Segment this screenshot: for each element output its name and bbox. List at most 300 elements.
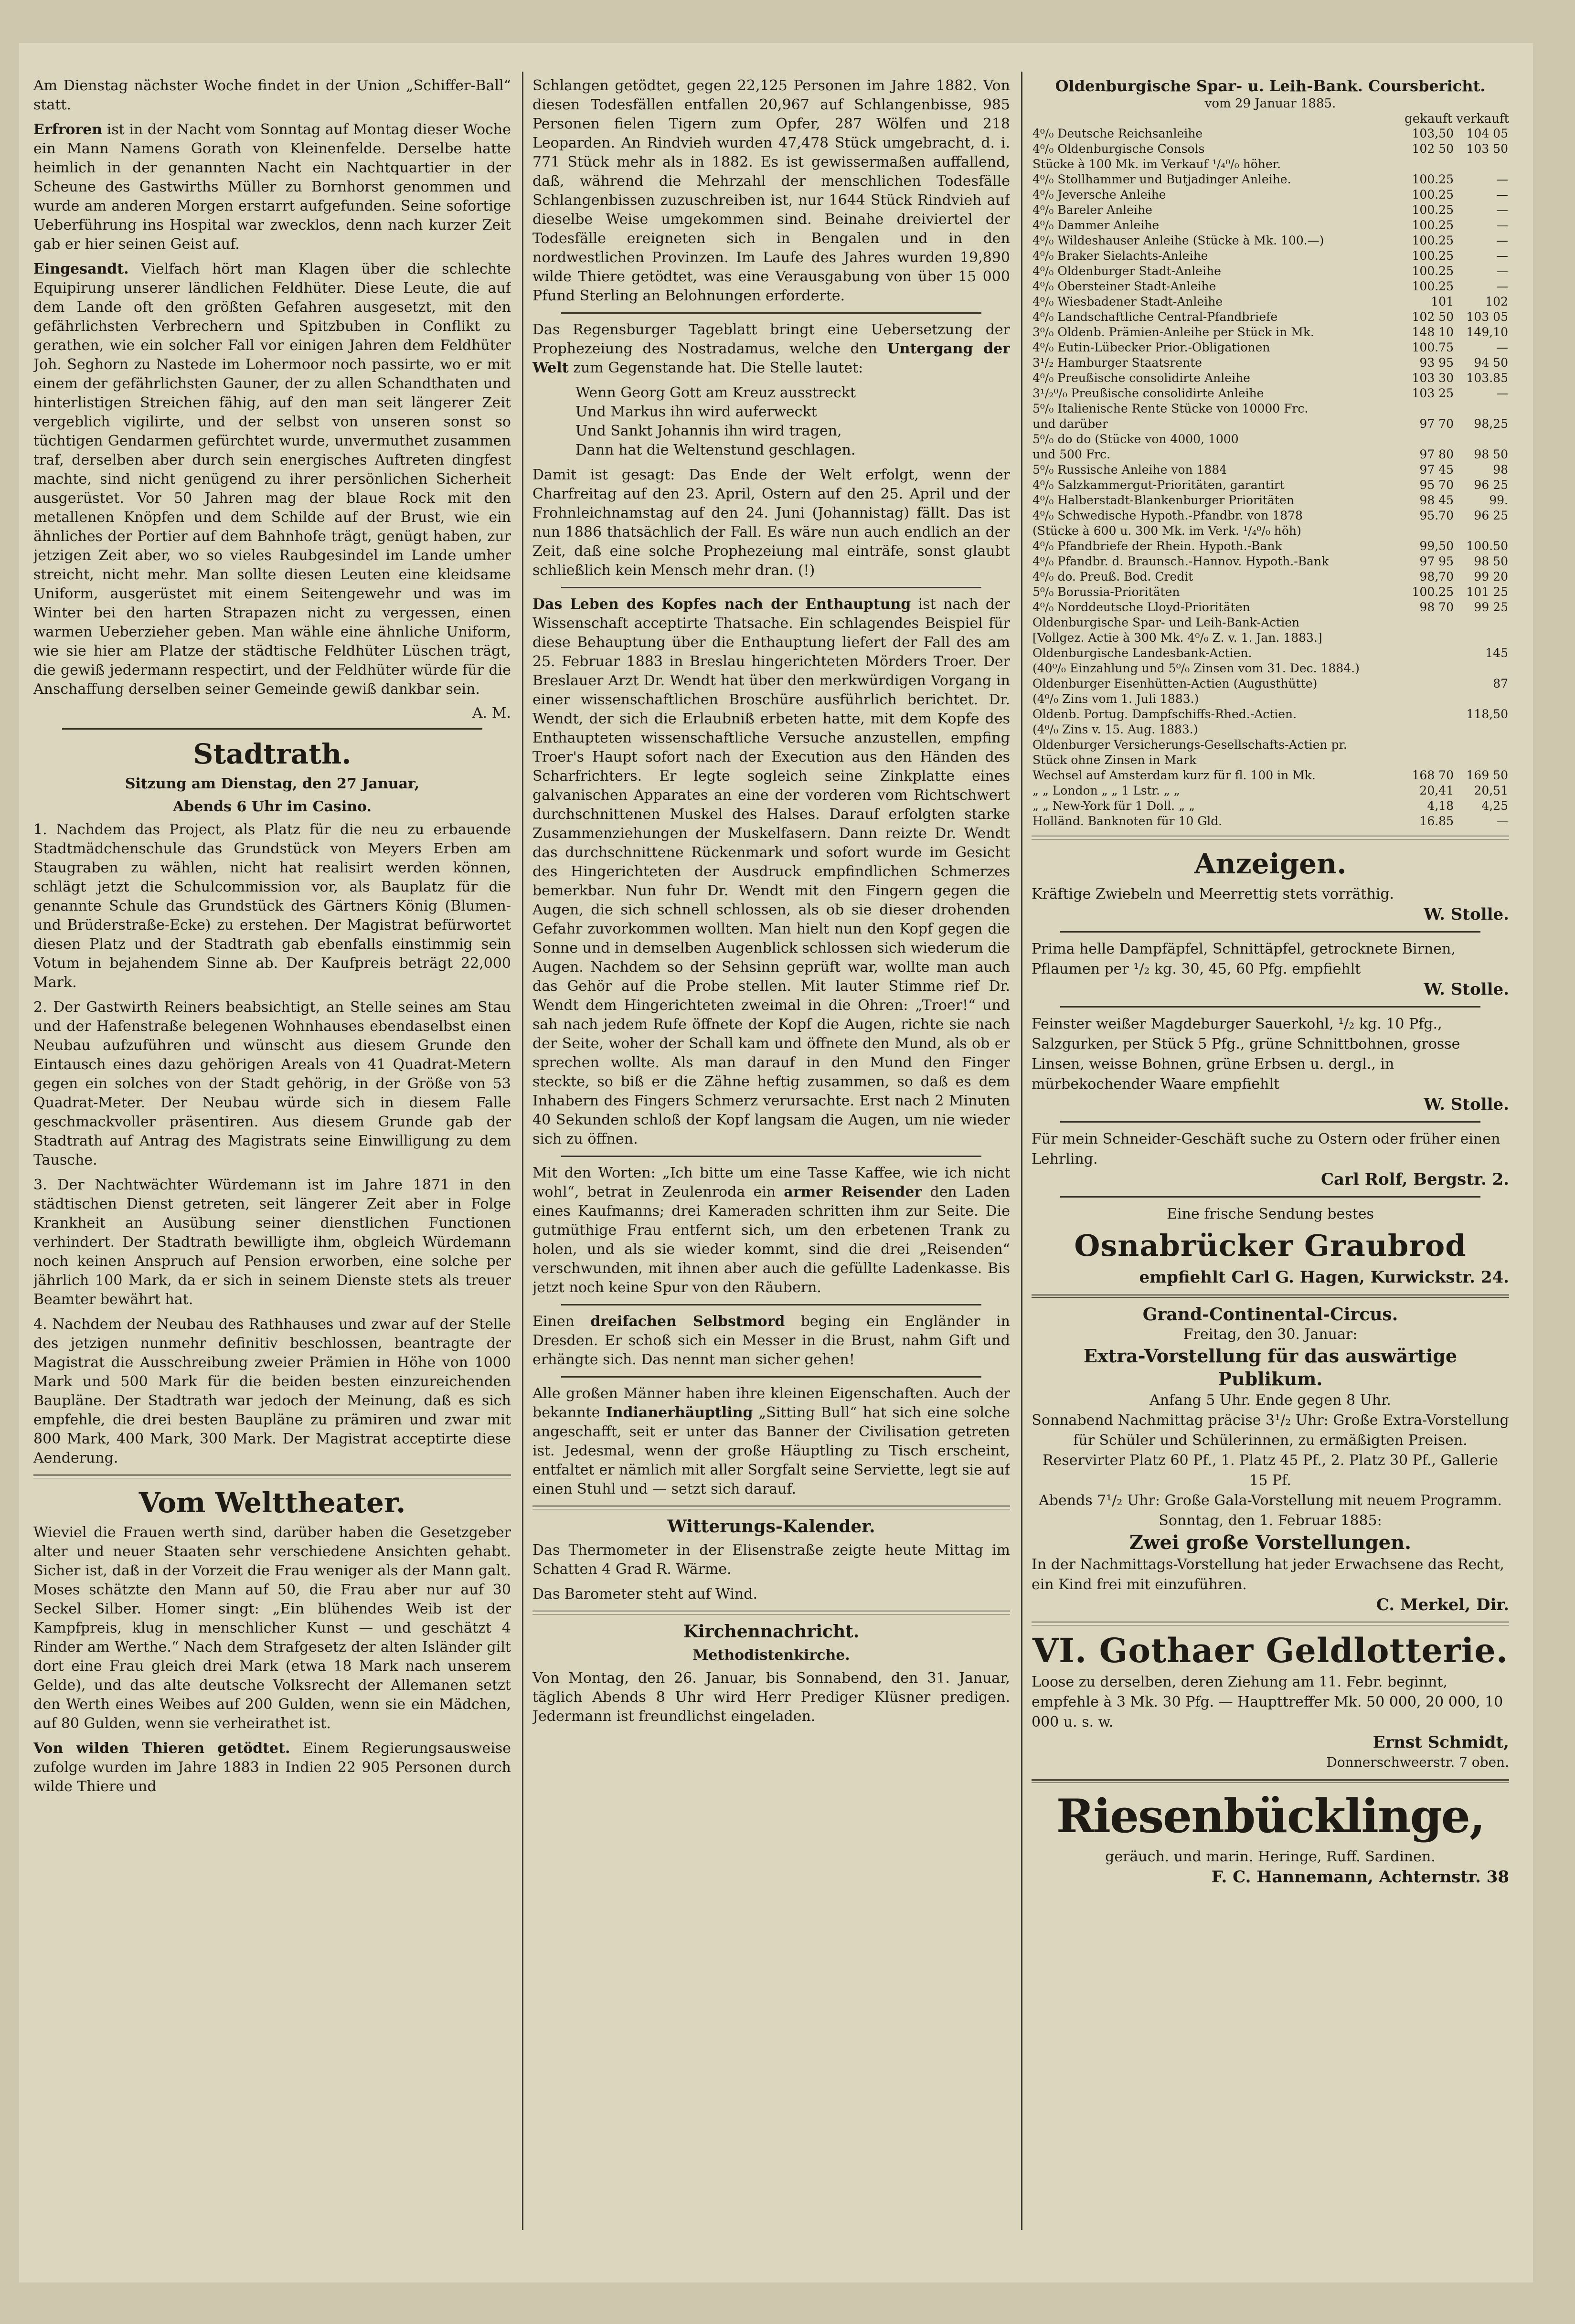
price-sold: 87 [1493,677,1508,690]
security-name: 5⁰/₀ do do (Stücke von 4000, 1000 [1032,432,1239,446]
ad-text: Prima helle Dampfäpfel, Schnittäpfel, getrocknete Birnen, Pflaumen per ¹/₂ kg. 30, 45, 60 Pfg. empfiehlt [1032,941,1456,977]
stadtrath-item-1: 1. Nachdem das Project, als Platz für die neu zu erbauende Stadtmädchenschule das Grundstück von Meyers Erben am Staugraben zu wählen, nicht hat realisirt werden können, schlägt jetzt die Schulcommission vor, als Bauplatz für die genannte Schule das Grundstück des Gärtners König (Blumen- und Brüderstraße-Ecke) zu erstehen. Der Magistrat befürwortet diesen Platz und der Stadtrath gab ebenfalls einstimmig sein Votum in bejahendem Sinne ab. Der Kaufpreis beträgt 22,000 Mark. [33,821,511,991]
section-title-anzeigen: Anzeigen. [1194,848,1347,880]
coursbericht-row [1032,615,1509,630]
price-bought [1400,401,1455,416]
price-sold: — [1496,249,1508,263]
article-body: den Laden eines Kaufmanns; drei Kameraden schritten ihm zur Seite. Die gutmüthige Frau entfernt sich, um den erbetenen Trank zu holen, und als sie wieder kommt, sind die drei „Reisenden“ verschwunden, mit ihnen aber auch die gefüllte Ladenkasse. Bis jetzt noch keine Spur von den Räubern. [532,1184,1010,1296]
security-name: 3⁰/₀ Oldenb. Prämien-Anleihe per Stück in Mk. [1032,325,1314,339]
coursbericht-row [1032,279,1509,294]
security-name: (Stücke à 600 u. 300 Mk. im Verk. ¹/₄⁰/₀ höh) [1032,524,1301,538]
price-bought: 98,70 [1419,570,1454,584]
price-bought [1400,737,1455,753]
article-lead: dreifachen Selbstmord [590,1313,785,1330]
price-bought [1400,661,1455,676]
article-regensburger [532,320,1010,378]
divider [561,587,981,588]
ad-text: Sonnabend Nachmittag präcise 3¹/₂ Uhr: Große Extra-Vorstellung für Schüler und Schülerinnen, zu ermäßigten Preisen. [1032,1412,1509,1449]
security-name: 4⁰/₀ Oldenburgische Consols [1032,142,1205,156]
price-bought: 99,50 [1419,539,1454,553]
security-name: 4⁰/₀ Oldenburger Stadt-Anleihe [1032,264,1221,278]
divider [561,1376,981,1378]
price-sold [1455,615,1509,630]
article-frauen: Wieviel die Frauen werth sind, darüber haben die Gesetzgeber alter und neuer Staaten sehr verschiedene Ansichten gehabt. Sicher ist, daß in der Vorzeit die Frau weniger als der Mann galt. Moses schätzte den Mann auf 50, die Frau aber nur auf 30 Seckel Silber. Homer singt: „Ein blühendes Weib ist der Kampfpreis, klug in menschlicher Kunst — und geschätzt 4 Rinder am Werthe.“ Nach dem Strafgesetz der alten Isländer gilt dort eine Frau gleich drei Mark (etwa 18 Mark nach unserem Gelde), und das alte deutsche Volksrecht der Allemanen setzt den Werth eines Weibes auf 200 Gulden, wenn sie ein Mädchen, auf 80 Gulden, wenn sie verheirathet ist. [33,1524,511,1732]
price-bought: 100.25 [1412,249,1454,263]
coursbericht-row [1032,478,1509,493]
coursbericht-row [1032,264,1509,279]
price-sold: 104 05 [1466,127,1508,140]
ad-headline: VI. Gothaer Geldlotterie. [1032,1631,1509,1670]
price-sold [1455,753,1509,768]
ad-advertiser: empfiehlt Carl G. Hagen, Kurwickstr. 24. [1139,1268,1509,1287]
article-eingesandt [33,260,511,699]
article-lead: Das Leben des Kopfes nach der Enthauptung [532,596,911,613]
security-name: Oldenburgische Landesbank-Actien. [1032,646,1252,660]
price-sold: — [1496,233,1508,247]
price-bought: 95.70 [1419,509,1454,522]
price-sold: 118,50 [1466,707,1508,721]
coursbericht-row [1032,691,1509,707]
security-name: (4⁰/₀ Zins v. 15. Aug. 1883.) [1032,722,1198,736]
price-sold: 169 50 [1466,768,1508,782]
article-lead: Untergang der Welt [532,340,1010,376]
security-name: 4⁰/₀ Schwedische Hypoth.-Pfandbr. von 1878 [1032,509,1303,522]
coursbericht-row [1032,340,1509,355]
ad-text: Anfang 5 Uhr. Ende gegen 8 Uhr. [1149,1392,1391,1409]
stadtrath-item-4: 4. Nachdem der Neubau des Rathhauses und zwar auf der Stelle des jetzigen nunmehr definitiv beschlossen, beantragte der Magistrat die Ausschreibung zweier Prämien in Höhe von 1000 Mark und 500 Mark für die beiden besten einzureichenden Baupläne. Der Stadtrath war jedoch der Meinung, daß es sich empfehle, die drei besten Baupläne zu prämiren und zwar mit 800 Mark, 400 Mark, 300 Mark. Der Magistrat acceptirte diese Aenderung. [33,1316,511,1466]
security-name: 4⁰/₀ Bareler Anleihe [1032,203,1152,217]
coursbericht-row [1032,141,1509,157]
section-subtitle: Methodistenkirche. [692,1647,850,1664]
price-bought [1400,432,1455,447]
security-name: 5⁰/₀ Italienische Rente Stücke von 10000 Frc. [1032,402,1309,415]
coursbericht-rows [1032,126,1509,829]
price-bought: 100.25 [1412,218,1454,232]
price-sold: 96 25 [1474,509,1508,522]
ad-geldlotterie [1032,1632,1509,1772]
coursbericht-row [1032,539,1509,554]
security-name: 4⁰/₀ Dammer Anleihe [1032,218,1160,232]
column-middle [532,76,1010,2244]
security-name: 4⁰/₀ Stollhammer und Butjadinger Anleihe. [1032,172,1291,186]
price-sold: 145 [1485,646,1508,660]
poem-line: Und Markus ihn wird auferweckt [575,403,817,420]
article-indianer [532,1384,1010,1499]
coursbericht-row [1032,630,1509,646]
price-bought [1400,523,1455,539]
price-bought: 100.25 [1412,203,1454,217]
coursbericht-row [1032,753,1509,768]
price-bought: 148 10 [1412,325,1454,339]
article-body: Einem Regierungsausweise zufolge wurden im Jahre 1883 in Indien 22 905 Personen durch wilde Thiere und [33,1740,511,1795]
witterung-thermometer: Das Thermometer in der Elisenstraße zeigte heute Mittag im Schatten 4 Grad R. Wärme. [532,1542,1010,1578]
price-sold: 98,25 [1474,417,1508,431]
price-sold: 102 [1485,295,1508,308]
divider [62,728,482,730]
ad-advertiser: F. C. Hannemann, Achternstr. 38 [1211,1868,1509,1887]
article-schifferball: Am Dienstag nächster Woche findet in der Union „Schiffer-Ball“ statt. [33,77,511,113]
coursbericht-row [1032,233,1509,248]
ad-zwiebeln [1032,884,1509,924]
ad-text: Sonntag, den 1. Februar 1885: [1159,1512,1382,1529]
coursbericht-row [1032,523,1509,539]
security-name: Oldenburgische Spar- und Leih-Bank-Actien [1032,615,1300,629]
price-bought: 103 25 [1412,386,1454,400]
divider [532,1506,1010,1509]
price-bought: 100.25 [1412,585,1454,599]
price-sold: 101 25 [1466,585,1508,599]
price-sold [1455,523,1509,539]
security-name: 4⁰/₀ do. Preuß. Bod. Credit [1032,570,1193,584]
coursbericht-row [1032,676,1509,691]
article-reisender [532,1164,1010,1297]
price-bought: 100.25 [1412,188,1454,202]
coursbericht-row [1032,447,1509,462]
section-subtitle: Sitzung am Dienstag, den 27 Januar, [125,775,420,792]
price-sold [1455,661,1509,676]
security-name: und darüber [1032,417,1108,431]
price-sold [1455,401,1509,416]
security-name: [Vollgez. Actie à 300 Mk. 4⁰/₀ Z. v. 1. Jan. 1883.] [1032,631,1322,645]
coursbericht-row [1032,172,1509,187]
article-body: Alle großen Männer haben ihre kleinen Eigenschaften. Auch der bekannte [532,1385,1010,1421]
security-name: 3¹/₂⁰/₀ Preußische consolidirte Anleihe [1032,386,1264,400]
coursbericht-row [1032,202,1509,218]
price-bought [1400,615,1455,630]
price-sold: — [1496,218,1508,232]
coursbericht-row [1032,157,1509,172]
price-sold: 4,25 [1481,799,1508,813]
divider [1032,1779,1509,1783]
article-body: Einen [532,1313,575,1330]
coursbericht-row [1032,248,1509,264]
poem-line: Und Sankt Johannis ihn wird tragen, [575,423,842,439]
prophecy-poem [575,383,1010,460]
coursbericht-row [1032,309,1509,325]
divider [1060,1006,1480,1008]
price-sold [1455,737,1509,753]
ad-headline: Grand-Continental-Circus. [1142,1305,1398,1325]
security-name: 4⁰/₀ Braker Sielachts-Anleihe [1032,249,1208,263]
price-bought: 97 95 [1419,554,1454,568]
ad-circus [1032,1305,1509,1615]
article-body: Mit den Worten: „Ich bitte um eine Tasse Kaffee, wie ich nicht wohl“, betrat in Zeulenroda ein [532,1165,1010,1200]
section-title-witterung: Witterungs-Kalender. [667,1517,875,1537]
coursbericht-row [1032,493,1509,508]
article-selbstmord [532,1312,1010,1369]
ad-riesenbuecklinge [1032,1790,1509,1887]
price-sold: 96 25 [1474,478,1508,492]
price-bought [1400,646,1455,661]
coursbericht-row [1032,600,1509,615]
security-name: Oldenburger Eisenhütten-Actien (Augusthütte) [1032,677,1318,690]
article-body: Das Regensburger Tageblatt bringt eine Uebersetzung der Prophezeiung des Nostradamus, welche den [532,321,1010,357]
price-sold: 149,10 [1466,325,1508,339]
price-sold: — [1496,386,1508,400]
security-name: (40⁰/₀ Einzahlung und 5⁰/₀ Zinsen vom 31. Dec. 1884.) [1032,661,1360,675]
price-bought [1400,676,1455,691]
price-bought: 97 80 [1419,447,1454,461]
ad-text: Kräftige Zwiebeln und Meerrettig stets vorräthig. [1032,886,1394,902]
security-name: 4⁰/₀ Pfandbr. d. Braunsch.-Hannov. Hypoth.-Bank [1032,554,1329,568]
price-bought: 102 50 [1412,310,1454,324]
price-bought: 98 45 [1419,493,1454,507]
signature: A. M. [472,705,511,722]
coursbericht-row [1032,508,1509,523]
article-body: Vielfach hört man Klagen über die schlechte Equipirung unserer ländlichen Feldhüter. Diese Leute, die auf dem Lande oft den größten Gefahren ausgesetzt, mit den gefährlichsten Verbrechern und Spitzbuben in Conflikt zu gerathen, wie ein solcher Fall vor einigen Jahren dem Feldhüter Joh. Seghorn zu Nastede im Lohermoor noch passirte, wo er mit einem der gefährlichsten Gauner, der zu allen Schandthaten und hinterlistigen Streichen fähig, auf den man seit längerer Zeit vergeblich vigilirte, und der selbst von unseren sonst so tüchtigen Gendarmen gefürchtet wurde, unvermuthet zusammen traf, derselben aber durch sein energisches Auftreten dingfest machte, sind nicht genügend zu ihrer persönlichen Sicherheit ausgerüstet. Vor 50 Jahren mag der blaue Rock mit den metallenen Knöpfen und dem Schilde auf der Brust, wie ein ähnliches der Portier auf dem Bahnhofe trägt, genügt haben, zur jetzigen Zeit aber, wo so vieles Raubgesindel im Lande umher streicht, nicht mehr. Man sollte diesen Leuten eine kleidsame Uniform, ausgerüstet mit einem Seitengewehr und was im Winter bei den harten Strapazen nicht zu vergessen, einen warmen Ueberzieher geben. Man wähle eine ähnliche Uniform, wie sie hier am Platze der städtische Feldhüter Lüschen trägt, die gewiß jedermann respectirt, und der Feldhüter würde für die Anschaffung derselben seiner Gemeinde gewiß dankbar sein. [33,261,511,698]
security-name: 4⁰/₀ Obersteiner Stadt-Anleihe [1032,279,1216,293]
coursbericht-row [1032,416,1509,432]
security-name: 4⁰/₀ Eutin-Lübecker Prior.-Obligationen [1032,340,1270,354]
price-bought: 168 70 [1412,768,1454,782]
ad-lehrling [1032,1129,1509,1189]
price-sold: — [1496,172,1508,186]
price-bought: 93 95 [1419,356,1454,370]
ad-advertiser: Carl Rolf, Bergstr. 2. [1320,1170,1509,1189]
article-continued: Schlangen getödtet, gegen 22,125 Personen im Jahre 1882. Von diesen Todesfällen entfallen 20,967 auf Schlangenbisse, 985 Personen fielen Tigern zum Opfer, 287 Wölfen und 218 Leoparden. An Rindvieh wurden 47,478 Stück umgebracht, d. i. 771 Stück mehr als in 1882. Es ist gewissermaßen auffallend, daß, während die Mehrzahl der menschlichen Todesfälle Schlangenbissen zuzuschreiben ist, nur 1644 Stück Rindvieh auf dieselbe Weise umgekommen sind. Beinahe dreiviertel der Todesfälle ereigneten sich in Bengalen und in den nordwestlichen Provinzen. Im Laufe des Jahres wurden 19,890 wilde Thiere getödtet, was eine Verausgabung von über 15 000 Pfund Sterling an Belohnungen erforderte. [532,77,1010,304]
article-body: „Sitting Bull“ hat sich eine solche angeschafft, seit er unter das Banner der Civilisation getreten ist. Jedesmal, wenn der große Häuptling zu Tisch erscheint, entfaltet er nämlich mit aller Sorgfalt seine Serviette, legt sie auf einen Stuhl und — setzt sich darauf. [532,1404,1010,1497]
coursbericht-row [1032,707,1509,722]
article-erfroren [33,120,511,254]
divider [532,1611,1010,1614]
ad-text: Reservirter Platz 60 Pf., 1. Platz 45 Pf., 2. Platz 30 Pf., Gallerie 15 Pf. [1042,1452,1498,1489]
price-bought: 95 70 [1419,478,1454,492]
security-name: Holländ. Banknoten für 10 Gld. [1032,814,1223,828]
coursbericht-row [1032,218,1509,233]
price-bought: 97 70 [1419,417,1454,431]
ad-text: Abends 7¹/₂ Uhr: Große Gala-Vorstellung mit neuem Programm. [1039,1492,1502,1509]
poem-line: Dann hat die Weltenstund geschlagen. [575,442,856,458]
price-bought [1400,707,1455,722]
coursbericht-row [1032,432,1509,447]
price-sold: 103 50 [1466,142,1508,156]
coursbericht-row [1032,355,1509,371]
price-sold: 98 50 [1474,447,1508,461]
ad-text: geräuch. und marin. Heringe, Ruff. Sardinen. [1105,1848,1436,1865]
coursbericht-row [1032,462,1509,478]
security-name: 4⁰/₀ Wildeshauser Anleihe (Stücke à Mk. 100.—) [1032,233,1324,247]
price-bought: 16.85 [1419,814,1454,828]
column-rule [522,72,523,2230]
stadtrath-item-2: 2. Der Gastwirth Reiners beabsichtigt, an Stelle seines am Stau und der Hafenstraße belegenen Wohnhauses ebendaselbst einen Neubau aufzuführen und wünscht aus diesem Grunde den Eintausch eines dazu gehörigen Areals von 41 Quadrat-Metern gegen ein solches von der Stadt gehörig, in der Größe von 53 Quadrat-Meter. Der Neubau würde sich in diesem Falle geschmackvoller präsentiren. Aus diesem Grunde gab der Stadtrath auf Antrag des Magistrats seine Einwilligung zu dem Tausche. [33,999,511,1168]
coursbericht-row [1032,294,1509,309]
article-body: zum Gegenstande hat. Die Stelle lautet: [573,360,863,376]
price-bought [1400,157,1455,172]
price-bought [1400,630,1455,646]
price-sold [1455,157,1509,172]
ad-text: Eine frische Sendung bestes [1167,1206,1374,1222]
price-sold: 98 50 [1474,554,1508,568]
security-name: 4⁰/₀ Jeversche Anleihe [1032,188,1166,202]
price-sold: — [1496,814,1508,828]
ad-text: Für mein Schneider-Geschäft suche zu Ostern oder früher einen Lehrling. [1032,1131,1501,1167]
coursbericht-row [1032,737,1509,753]
security-name: 5⁰/₀ Russische Anleihe von 1884 [1032,463,1227,477]
price-bought: 103,50 [1412,127,1454,140]
divider [561,1304,981,1305]
price-bought: 100.25 [1412,172,1454,186]
article-body: ist nach der Wissenschaft acceptirte Thatsache. Ein schlagendes Beispiel für diese Behauptung über die Enthauptung liefert der Fall des am 25. Februar 1883 in Breslau hingerichteten Mörders Troer. Der Breslauer Arzt Dr. Wendt hat über den merkwürdigen Vorgang in einer wissenschaftlichen Broschüre ausführlich berichtet. Dr. Wendt, der sich die Erlaubniß erbeten hatte, mit dem Kopfe des Enthaupteten wissenschaftliche Versuche anzustellen, empfing Troer's Haupt sofort nach der Execution aus den Händen des Scharfrichters. Er legte sogleich seine Zinkplatte eines galvanischen Apparates an eine der vorderen vom Richtschwert durchschnittenen Muskel des Halses. Darauf erfolgten starke Zusammenziehungen der Muskelfasern. Dann reizte Dr. Wendt das durchschnittene Rückenmark und sofort wurde im Gesicht des Hingerichteten der Ausdruck empfindlichen Schmerzes bemerkbar. Nun fuhr Dr. Wendt mit den Fingern gegen die Augen, die sich schnell schlossen, als ob sie dieser drohenden Gefahr zuvorkommen wollten. Man hielt nun den Kopf gegen die Sonne und in demselben Augenblick schlossen sich wiederum die Augen. Nachdem so der Sehsinn geprüft war, wollte man auch das Gehör auf die Probe stellen. Mit lauter Stimme rief Dr. Wendt dem Hingerichteten zweimal in die Ohren: „Troer!“ und sah nach jedem Rufe öffnete der Kopf die Augen, richte sie nach der Seite, woher der Schall kam und öffnete den Mund, als ob er sprechen wollte. Als man darauf in den Mund den Finger steckte, so biß er die Zähne heftig zusammen, so daß es dem Inhabern des Fingers Schmerz verursachte. Erst nach 2 Minuten 40 Sekunden schloß der Kopf langsam die Augen, um nie wieder sich zu öffnen. [532,596,1010,1147]
price-bought: 97 45 [1419,463,1454,477]
newspaper-page [19,43,1533,2282]
coursbericht-row [1032,554,1509,569]
price-sold [1455,691,1509,707]
coursbericht-table [1032,126,1509,829]
security-name: und 500 Frc. [1032,447,1111,461]
article-lead: Indianerhäuptling [606,1404,753,1421]
article-lead: armer Reisender [784,1184,922,1200]
price-sold: — [1496,188,1508,202]
coursbericht-row [1032,768,1509,783]
article-lead: Von wilden Thieren getödtet. [33,1740,290,1757]
price-sold: 103.85 [1466,371,1508,385]
price-bought [1400,722,1455,737]
section-title-kirchennachricht: Kirchennachricht. [683,1622,860,1642]
ad-advertiser: W. Stolle. [1424,905,1509,924]
price-bought [1400,753,1455,768]
security-name: Stück ohne Zinsen in Mark [1032,753,1197,767]
coursbericht-row [1032,386,1509,401]
ad-text: Feinster weißer Magdeburger Sauerkohl, ¹/₂ kg. 10 Pfg., Salzgurken, per Stück 5 Pfg., grüne Schnittbohnen, grosse Linsen, weisse Bohnen, grüne Erbsen u. dergl., in mürbekochender Waare empfiehlt [1032,1016,1460,1093]
column-right [1032,76,1509,2244]
coursbericht-date: vom 29 Januar 1885. [1204,96,1336,111]
security-name: 5⁰/₀ Borussia-Prioritäten [1032,585,1180,599]
security-name: 4⁰/₀ Deutsche Reichsanleihe [1032,127,1203,140]
ad-dampfaepfel [1032,939,1509,999]
coursbericht-row [1032,814,1509,829]
witterung-barometer: Das Barometer steht auf Wind. [532,1586,758,1602]
article-lead: Erfroren [33,121,103,138]
security-name: 4⁰/₀ Halberstadt-Blankenburger Prioritäten [1032,493,1294,507]
price-sold: 99 25 [1474,600,1508,614]
ad-advertiser: W. Stolle. [1424,1095,1509,1114]
divider [561,1156,981,1157]
coursbericht-row [1032,126,1509,141]
security-name: Oldenb. Portug. Dampfschiffs-Rhed.-Actien. [1032,707,1297,721]
price-bought: 100.25 [1412,264,1454,278]
ad-headline: Extra-Vorstellung für das auswärtige Publikum. [1083,1345,1457,1390]
coursbericht-row [1032,584,1509,600]
price-sold: 100.50 [1466,539,1508,553]
coursbericht-row [1032,646,1509,661]
security-name: 4⁰/₀ Salzkammergut-Prioritäten, garantirt [1032,478,1285,492]
divider [1060,931,1480,933]
price-sold: 98 [1493,463,1508,477]
ad-sauerkohl [1032,1014,1509,1114]
security-name: Stücke à 100 Mk. im Verkauf ¹/₄⁰/₀ höher. [1032,157,1281,171]
price-sold: 99. [1489,493,1508,507]
coursbericht-column-headers: gekauft verkauft [1405,112,1509,126]
security-name: 4⁰/₀ Landschaftliche Central-Pfandbriefe [1032,310,1278,324]
article-wilde-thiere [33,1739,511,1796]
article-damit: Damit ist gesagt: Das Ende der Welt erfolgt, wenn der Charfreitag auf den 23. April, Ostern auf den 25. April und der Frohnleichnamstag auf den 24. Juni (Johannistag) fällt. Das ist nun 1886 thatsächlich der Fall. Es wäre nun auch endlich an der Zeit, daß eine solche Prophezeiung mal einträfe, sonst glaubt schließlich kein Mensch mehr dran. (!) [532,467,1010,579]
divider [33,1475,511,1478]
price-sold: — [1496,279,1508,293]
price-sold: 99 20 [1474,570,1508,584]
coursbericht-row [1032,401,1509,416]
article-body: beging ein Engländer in Dresden. Er schoß sich ein Messer in die Brust, nahm Gift und erhängte sich. Das nennt man sicher gehen! [532,1313,1010,1368]
security-name: (4⁰/₀ Zins vom 1. Juli 1883.) [1032,692,1199,706]
price-sold: — [1496,340,1508,354]
price-sold [1455,630,1509,646]
price-sold: 94 50 [1474,356,1508,370]
ad-text: In der Nachmittags-Vorstellung hat jeder Erwachsene das Recht, ein Kind frei mit einzuführen. [1032,1556,1504,1593]
divider [1060,1121,1480,1123]
ad-text: Loose zu derselben, deren Ziehung am 11. Febr. beginnt, empfehle à 3 Mk. 30 Pfg. — Haupttreffer Mk. 50 000, 20 000, 10 000 u. s. w. [1032,1674,1503,1730]
security-name: 4⁰/₀ Wiesbadener Stadt-Anleihe [1032,295,1223,308]
price-bought: 100.25 [1412,279,1454,293]
price-bought: 100.75 [1412,340,1454,354]
divider [1060,1196,1480,1198]
security-name: Wechsel auf Amsterdam kurz für fl. 100 in Mk. [1032,768,1316,782]
coursbericht-row [1032,798,1509,814]
ad-headline: Zwei große Vorstellungen. [1129,1531,1412,1554]
price-bought: 100.25 [1412,233,1454,247]
coursbericht-row [1032,722,1509,737]
article-lead: Eingesandt. [33,261,129,277]
divider [1032,1294,1509,1298]
coursbericht-title: Oldenburgische Spar- u. Leih-Bank. Coursbericht. [1055,77,1486,95]
security-name: „ „ London „ „ 1 Lstr. „ „ [1032,784,1180,797]
security-name: Oldenburger Versicherungs-Gesellschafts-Actien pr. [1032,738,1347,752]
coursbericht-row [1032,325,1509,340]
price-sold: 103 05 [1466,310,1508,324]
ad-graubrod [1032,1204,1509,1287]
ad-headline: Riesenbücklinge, [1056,1789,1485,1843]
price-bought: 103 30 [1412,371,1454,385]
price-sold: — [1496,264,1508,278]
price-bought: 4,18 [1427,799,1454,813]
article-body: ist in der Nacht vom Sonntag auf Montag dieser Woche ein Mann Namens Gorath von Kleinenfelde. Derselbe hatte heimlich in der genannten Nacht ein Nachtquartier in der Scheune des Gastwirths Müller zu Bornhorst genommen und wurde am anderen Morgen erstarrt aufgefunden. Seine sofortige Ueberführung ins Hospital war zwecklos, denn nach kurzer Zeit gab er hier seinen Geist auf. [33,121,511,253]
stadtrath-item-3: 3. Der Nachtwächter Würdemann ist im Jahre 1871 in den städtischen Dienst getreten, seit längerer Zeit aber in Folge Krankheit an Ausübung seiner dienstlichen Functionen verhindert. Der Stadtrath bewilligte ihm, obgleich Würdemann noch keinen Anspruch auf Pension erworben, eine solche per jährlich 100 Mark, da er sich in seinem Dienste stets als treuer Beamter bewährt hat. [33,1177,511,1308]
price-sold [1455,722,1509,737]
divider [561,312,981,314]
ad-advertiser: Ernst Schmidt, [1373,1733,1509,1752]
ad-text: Freitag, den 30. Januar: [1183,1326,1358,1343]
ad-headline: Osnabrücker Graubrod [1074,1228,1467,1263]
security-name: 4⁰/₀ Preußische consolidirte Anleihe [1032,371,1250,385]
coursbericht-row [1032,569,1509,584]
security-name: 3¹/₂ Hamburger Staatsrente [1032,356,1203,370]
divider [1032,1622,1509,1625]
column-rule [1021,72,1022,2230]
column-left [33,76,511,2244]
coursbericht-row [1032,661,1509,676]
security-name: 4⁰/₀ Pfandbriefe der Rhein. Hypoth.-Bank [1032,539,1282,553]
price-sold [1455,432,1509,447]
coursbericht-row [1032,187,1509,202]
coursbericht-row [1032,371,1509,386]
price-bought [1400,691,1455,707]
security-name: 4⁰/₀ Norddeutsche Lloyd-Prioritäten [1032,600,1250,614]
price-bought: 20,41 [1419,784,1454,797]
price-sold: — [1496,203,1508,217]
section-title-welttheater: Vom Welttheater. [138,1486,406,1519]
price-bought: 101 [1431,295,1454,308]
coursbericht-row [1032,783,1509,798]
price-sold: 20,51 [1474,784,1508,797]
price-bought: 98 70 [1419,600,1454,614]
ad-address: Donnerschweerstr. 7 oben. [1326,1754,1509,1770]
article-kopf [532,595,1010,1149]
kirchen-text: Von Montag, den 26. Januar, bis Sonnabend, den 31. Januar, täglich Abends 8 Uhr wird Herr Prediger Klüsner predigen. Jedermann ist freundlichst eingeladen. [532,1670,1010,1725]
ad-advertiser: W. Stolle. [1424,980,1509,999]
price-bought: 102 50 [1412,142,1454,156]
section-subtitle: Abends 6 Uhr im Casino. [173,798,372,815]
security-name: „ „ New-York für 1 Doll. „ „ [1032,799,1195,813]
section-title-stadtrath: Stadtrath. [193,738,351,770]
divider [1032,836,1509,839]
